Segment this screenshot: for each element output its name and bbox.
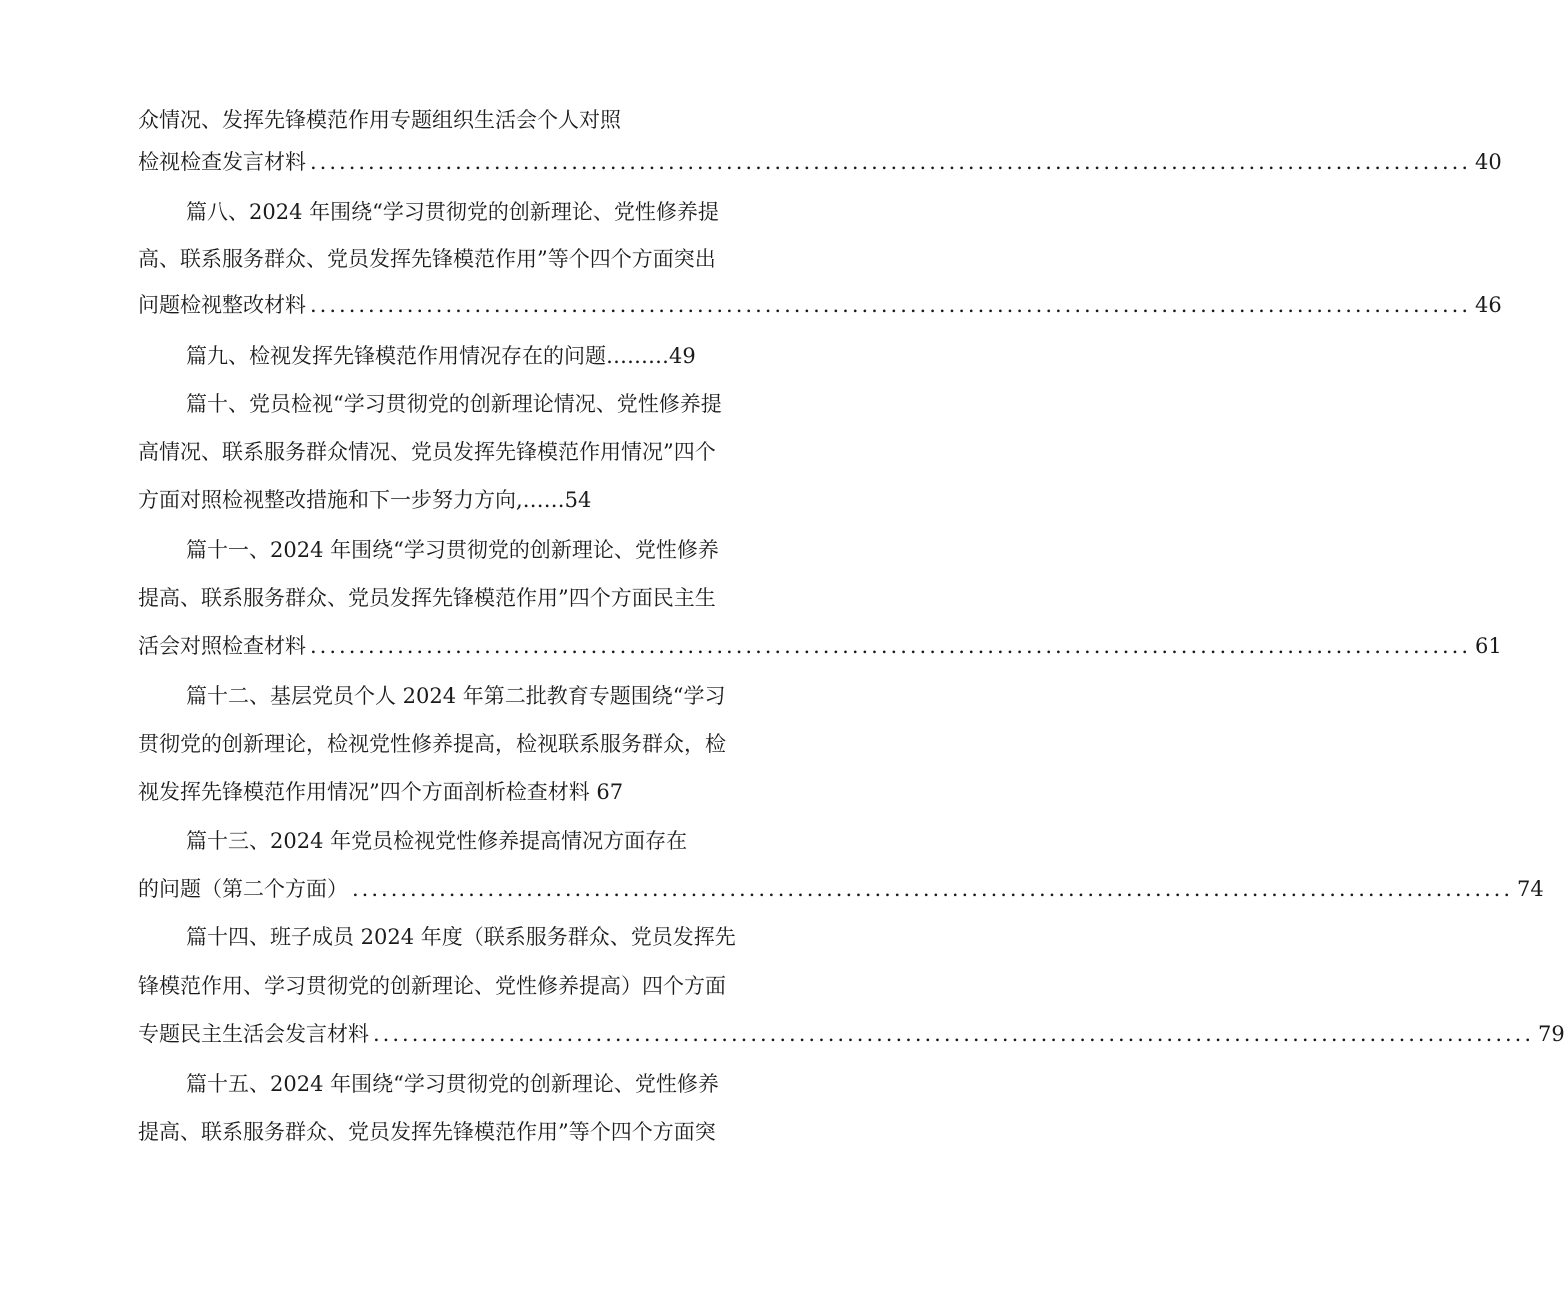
page-number: 46 xyxy=(1475,293,1502,317)
toc-line xyxy=(138,780,788,804)
toc-line xyxy=(138,1072,788,1096)
dot-leader: ........................................................................................................................ xyxy=(310,293,1472,317)
toc-line xyxy=(138,392,788,416)
toc-entry-with-page xyxy=(138,150,1502,174)
toc-line-text: 高、联系服务群众、党员发挥先锋模范作用”等个四个方面突出 xyxy=(138,247,716,271)
toc-line-text: 提高、联系服务群众、党员发挥先锋模范作用”四个方面民主生 xyxy=(138,586,716,610)
toc-entry-with-page xyxy=(138,877,1544,901)
toc-line-text: 活会对照检查材料 xyxy=(138,634,306,658)
page-number: 74 xyxy=(1517,877,1544,901)
toc-line-text: 篇十四、班子成员 2024 年度（联系服务群众、党员发挥先 xyxy=(186,925,736,949)
toc-line xyxy=(138,925,788,949)
toc-line-text: 篇十、党员检视“学习贯彻党的创新理论情况、党性修养提 xyxy=(186,392,722,416)
toc-line xyxy=(138,247,788,271)
page-number: 79 xyxy=(1538,1022,1565,1046)
toc-line-text: 的问题（第二个方面） xyxy=(138,877,348,901)
toc-line-text: 视发挥先锋模范作用情况”四个方面剖析检查材料 67 xyxy=(138,780,624,804)
dot-leader: ........................................................................................................................ xyxy=(310,150,1472,174)
toc-line xyxy=(138,200,788,224)
toc-line-text: 贯彻党的创新理论，检视党性修养提高，检视联系服务群众，检 xyxy=(138,732,726,756)
toc-line xyxy=(138,684,788,708)
page-number: 40 xyxy=(1475,150,1502,174)
toc-line-text: 专题民主生活会发言材料 xyxy=(138,1022,369,1046)
toc-line xyxy=(138,344,788,368)
page-number: 61 xyxy=(1475,634,1502,658)
toc-line xyxy=(138,488,788,512)
toc-entry-with-page xyxy=(138,634,1502,658)
toc-line-text: 提高、联系服务群众、党员发挥先锋模范作用”等个四个方面突 xyxy=(138,1120,716,1144)
dot-leader: ........................................................................................................................ xyxy=(310,634,1472,658)
toc-line xyxy=(138,108,788,132)
dot-leader: ........................................................................................................................ xyxy=(373,1022,1535,1046)
toc-line xyxy=(138,974,788,998)
toc-line xyxy=(138,538,788,562)
toc-entry-with-page xyxy=(138,293,1502,317)
toc-line-text: 篇十三、2024 年党员检视党性修养提高情况方面存在 xyxy=(186,829,688,853)
toc-line xyxy=(138,732,788,756)
toc-line-text: 锋模范作用、学习贯彻党的创新理论、党性修养提高）四个方面 xyxy=(138,974,726,998)
toc-line xyxy=(138,1120,788,1144)
toc-line-text: 篇九、检视发挥先锋模范作用情况存在的问题………49 xyxy=(186,344,696,368)
toc-line-text: 检视检查发言材料 xyxy=(138,150,306,174)
toc-entry-with-page xyxy=(138,1022,1565,1046)
toc-line-text: 篇十一、2024 年围绕“学习贯彻党的创新理论、党性修养 xyxy=(186,538,719,562)
dot-leader: ........................................................................................................................ xyxy=(352,877,1514,901)
toc-line-text: 问题检视整改材料 xyxy=(138,293,306,317)
toc-line-text: 篇十二、基层党员个人 2024 年第二批教育专题围绕“学习 xyxy=(186,684,726,708)
toc-line-text: 方面对照检视整改措施和下一步努力方向,……54 xyxy=(138,488,592,512)
toc-line xyxy=(138,829,788,853)
toc-line-text: 高情况、联系服务群众情况、党员发挥先锋模范作用情况”四个 xyxy=(138,440,716,464)
toc-line-text: 篇八、2024 年围绕“学习贯彻党的创新理论、党性修养提 xyxy=(186,200,719,224)
toc-line-text: 篇十五、2024 年围绕“学习贯彻党的创新理论、党性修养 xyxy=(186,1072,719,1096)
toc-line-text: 众情况、发挥先锋模范作用专题组织生活会个人对照 xyxy=(138,108,621,132)
toc-line xyxy=(138,440,788,464)
toc-line xyxy=(138,586,788,610)
